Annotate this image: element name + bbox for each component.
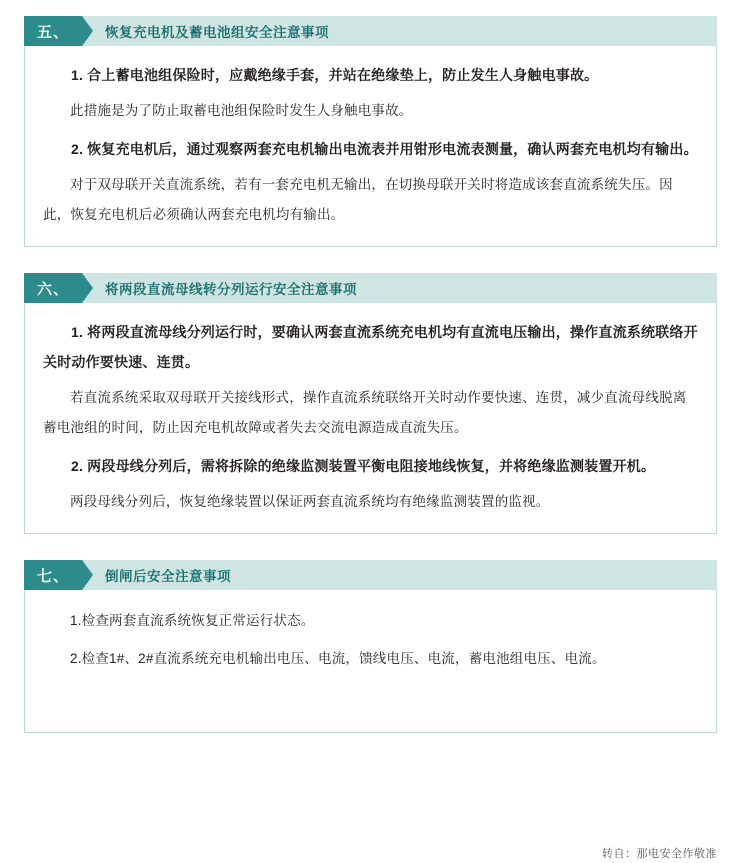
section-six-number: 六、 — [24, 273, 82, 303]
section-five-body — [24, 46, 717, 247]
section-six-arrow-icon — [82, 273, 93, 303]
section-seven-header — [24, 560, 717, 590]
section-five — [24, 16, 717, 247]
paragraph: 对于双母联开关直流系统，若有一套充电机无输出，在切换母联开关时将造成该套直流系统失压。因此，恢复充电机后必须确认两套充电机均有输出。 — [43, 177, 673, 222]
paragraph: 2. 恢复充电机后，通过观察两套充电机输出电流表并用钳形电流表测量，确认两套充电机均有输出。 — [71, 141, 698, 157]
section-five-title: 恢复充电机及蓄电池组安全注意事项 — [105, 25, 329, 40]
paragraph: 2.检查1#、2#直流系统充电机输出电压、电流，馈线电压、电流，蓄电池组电压、电流。 — [70, 651, 606, 666]
section-seven-arrow-icon — [82, 560, 93, 590]
section-six — [24, 273, 717, 534]
paragraph: 此措施是为了防止取蓄电池组保险时发生人身触电事故。 — [70, 103, 413, 118]
section-five-number: 五、 — [24, 16, 82, 46]
section-seven-title: 倒闸后安全注意事项 — [105, 569, 231, 584]
footer-note: 转自：那电安全作敬准 — [602, 848, 717, 860]
section-five-arrow-icon — [82, 16, 93, 46]
paragraph: 2. 两段母线分列后，需将拆除的绝缘监测装置平衡电阻接地线恢复，并将绝缘监测装置开机。 — [71, 458, 656, 474]
section-six-body — [24, 303, 717, 534]
paragraph: 若直流系统采取双母联开关接线形式，操作直流系统联络开关时动作要快速、连贯，减少直流母线脱离蓄电池组的时间，防止因充电机故障或者失去交流电源造成直流失压。 — [43, 390, 687, 435]
section-seven — [24, 560, 717, 733]
paragraph: 1.检查两套直流系统恢复正常运行状态。 — [70, 613, 315, 628]
section-five-header — [24, 16, 717, 46]
section-six-header — [24, 273, 717, 303]
paragraph: 1. 合上蓄电池组保险时，应戴绝缘手套，并站在绝缘垫上，防止发生人身触电事故。 — [71, 67, 599, 83]
paragraph: 两段母线分列后，恢复绝缘装置以保证两套直流系统均有绝缘监测装置的监视。 — [70, 494, 550, 509]
section-seven-body — [24, 590, 717, 733]
section-seven-number: 七、 — [24, 560, 82, 590]
paragraph: 1. 将两段直流母线分列运行时，要确认两套直流系统充电机均有直流电压输出，操作直流系统联络开关时动作要快速、连贯。 — [43, 324, 698, 370]
section-six-title: 将两段直流母线转分列运行安全注意事项 — [105, 282, 357, 297]
